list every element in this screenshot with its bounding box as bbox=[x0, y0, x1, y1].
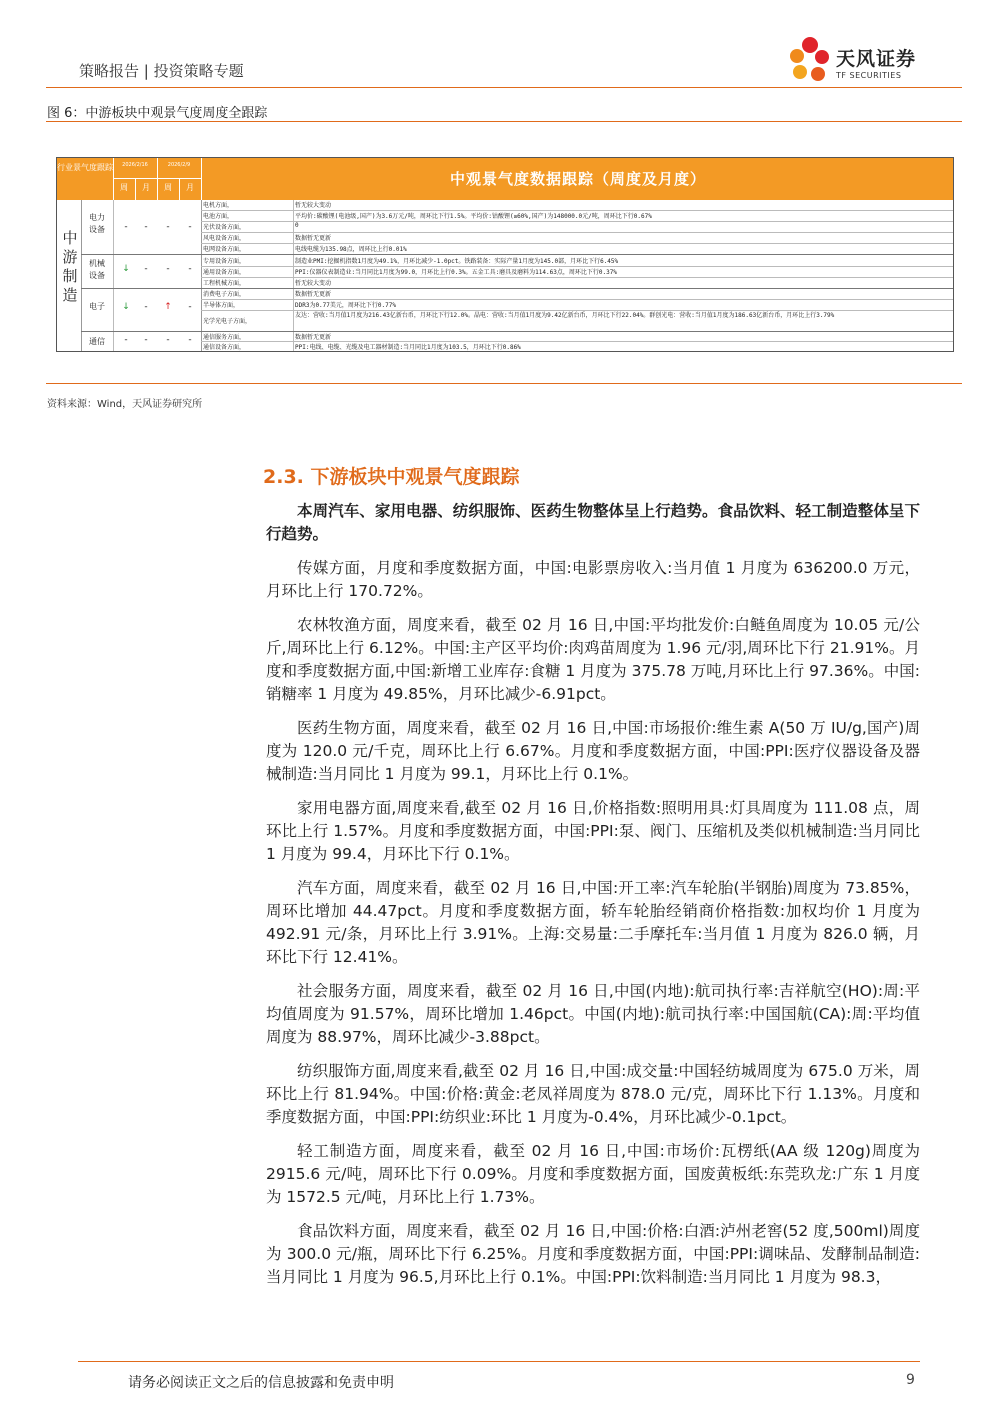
table-main-title: 中观景气度数据跟踪（周度及月度） bbox=[449, 170, 706, 188]
row-value: PPI:电线、电缆、光缆及电工器材制造:当月同比1月度为103.5，月环比下行0.86% bbox=[295, 344, 521, 351]
mark-week-1-down-icon: ↓ bbox=[122, 264, 130, 274]
row-category: 电网设备方面， bbox=[203, 246, 246, 253]
mark-month-1: - bbox=[144, 222, 148, 232]
row-category: 通信设备方面， bbox=[203, 344, 246, 351]
row-category: 风电设备方面， bbox=[203, 235, 246, 242]
mark-month-1: - bbox=[144, 335, 148, 345]
group-name: 电子 bbox=[89, 302, 105, 311]
company-logo bbox=[788, 34, 928, 86]
row-category: 半导体方面， bbox=[203, 302, 240, 309]
mark-week-2-up-icon: ↑ bbox=[164, 302, 172, 312]
row-value: 数据暂无更新 bbox=[295, 235, 332, 242]
paragraph-light-industry: 轻工制造方面，周度来看，截至 02 月 16 日,中国:市场价:瓦楞纸(AA 级 120g)周度为 2915.6 元/吨，周环比下行 0.09%。月度和季度数据方面，国废黄板纸:东莞玖龙:广东 1 月度为 1572.5 元/吨，月环比上行 1.73%。 bbox=[266, 1142, 920, 1206]
header-indicator: 行业景气度跟踪 bbox=[57, 163, 113, 172]
row-category: 通信服务方面， bbox=[203, 334, 246, 341]
row-value: 友达：营收:当月值1月度为216.43亿新台币，月环比下行12.0%。晶电：营收:当月值1月度为9.42亿新台币，月环比下行22.04%。群创光电：营收:当月值1月度为186.63亿新台币，月环比上行3.79% bbox=[295, 312, 835, 319]
mark-month-2: - bbox=[188, 264, 192, 274]
page-number: 9 bbox=[906, 1372, 915, 1388]
row-category: 电池方面， bbox=[203, 213, 234, 220]
header-month-2: 月 bbox=[186, 183, 194, 192]
paragraph-agriculture: 农林牧渔方面，周度来看，截至 02 月 16 日,中国:平均批发价:白鲢鱼周度为 10.05 元/公斤,周环比上行 6.12%。中国:主产区平均价:肉鸡苗周度为 1.96 元/羽,周环比下行 21.91%。月度和季度数据方面,中国:新增工业库存:食糖 1 月度为 375.78 万吨,月环比上行 97.36%。中国:销糖率 1 月度为 49.85%，月环比减少-6.91pct。 bbox=[266, 616, 920, 703]
row-value: 暂无较大变动 bbox=[295, 202, 332, 209]
logo-flower-icon bbox=[788, 34, 832, 84]
row-value: DDR3为0.77美元，周环比下行0.77% bbox=[295, 302, 396, 309]
mark-week-2: - bbox=[166, 222, 170, 232]
paragraph-social-services: 社会服务方面，周度来看，截至 02 月 16 日,中国(内地):航司执行率:吉祥航空(HO):周:平均值周度为 91.57%，周环比增加 1.46pct。中国(内地):航司执行率:中国国航(CA):周:平均值周度为 88.97%，周环比减少-3.88pct。 bbox=[266, 982, 920, 1046]
figure-bottom-divider bbox=[46, 383, 962, 384]
row-value: 平均价:碳酸锂(电池级,国产)为3.6万元/吨，周环比下行1.5%。平均价:钴酸锂(≥60%,国产)为148000.0元/吨，周环比下行0.67% bbox=[295, 213, 652, 220]
sector-label: 中游制造 bbox=[60, 230, 79, 306]
footer-divider bbox=[78, 1361, 920, 1362]
row-value: 0 bbox=[295, 222, 299, 229]
caption-divider bbox=[46, 121, 962, 122]
figure-source: 资料来源：Wind，天风证券研究所 bbox=[47, 399, 203, 410]
row-value: 数据暂无更新 bbox=[295, 291, 332, 298]
report-header-title: 策略报告 | 投资策略专题 bbox=[79, 62, 244, 80]
mark-week-2: - bbox=[166, 335, 170, 345]
group-machinery bbox=[81, 255, 201, 288]
paragraph-textiles: 纺织服饰方面,周度来看,截至 02 月 16 日,中国:成交量:中国轻纺城周度为 675.0 万米，周环比上行 81.94%。中国:价格:黄金:老凤祥周度为 878.0 元/克，周环比下行 1.13%。月度和季度数据方面，中国:PPI:纺织业:环比 1 月度为-0.4%，月环比减少-0.1pct。 bbox=[266, 1062, 920, 1126]
group-name: 电力设备 bbox=[89, 213, 105, 234]
header-week-2: 周 bbox=[164, 183, 172, 192]
group-name: 通信 bbox=[89, 337, 105, 346]
mark-month-2: - bbox=[188, 302, 192, 312]
row-category: 光学光电子方面， bbox=[203, 318, 252, 325]
row-category: 电机方面， bbox=[203, 202, 234, 209]
header-divider bbox=[46, 87, 962, 88]
mark-month-1: - bbox=[144, 264, 148, 274]
row-value: 制造业PMI:挖掘机指数1月度为49.1%，月环比减少-1.0pct。铁路装备：实际产量1月度为145.0部，月环比下行6.45% bbox=[295, 258, 619, 265]
row-value: 数据暂无更新 bbox=[295, 334, 332, 341]
header-month-1: 月 bbox=[142, 183, 150, 192]
paragraph-media: 传媒方面，月度和季度数据方面，中国:电影票房收入:当月值 1 月度为 636200.0 万元，月环比上行 170.72%。 bbox=[266, 559, 920, 600]
section-title: 2.3. 下游板块中观景气度跟踪 bbox=[263, 466, 520, 488]
group-power-equipment bbox=[81, 200, 201, 256]
table-header bbox=[57, 158, 953, 200]
row-category: 专用设备方面， bbox=[203, 258, 246, 265]
logo-text-cn: 天风证券 bbox=[836, 48, 917, 70]
row-category: 光伏设备方面， bbox=[203, 224, 246, 231]
summary-paragraph: 本周汽车、家用电器、纺织服饰、医药生物整体呈上行趋势。食品饮料、轻工制造整体呈下行趋势。 bbox=[266, 502, 920, 543]
row-category: 工程机械方面， bbox=[203, 280, 246, 287]
mark-week-1: - bbox=[124, 335, 128, 345]
row-value: PPI:仪器仪表制造业:当月同比1月度为99.0，月环比上行0.3%。五金工具:磨具及磨料为114.63点，周环比下行0.37% bbox=[295, 269, 617, 276]
group-electronics bbox=[81, 289, 201, 331]
paragraph-auto: 汽车方面，周度来看，截至 02 月 16 日,中国:开工率:汽车轮胎(半钢胎)周度为 73.85%，周环比增加 44.47pct。月度和季度数据方面，轿车轮胎经销商价格指数:加权均价 1 月度为 492.91 元/条，月环比上行 3.91%。上海:交易量:二手摩托车:当月值 1 月度为 826.0 辆，月环比下行 12.41%。 bbox=[266, 879, 920, 966]
footer-disclaimer: 请务必阅读正文之后的信息披露和免责申明 bbox=[128, 1375, 394, 1391]
paragraph-home-appliances: 家用电器方面,周度来看,截至 02 月 16 日,价格指数:照明用具:灯具周度为 111.08 点，周环比上行 1.57%。月度和季度数据方面，中国:PPI:泵、阀门、压缩机及类似机械制造:当月同比 1 月度为 99.4，月环比下行 0.1%。 bbox=[266, 799, 920, 863]
row-value: 暂无较大变动 bbox=[295, 280, 332, 287]
row-category: 通用设备方面， bbox=[203, 269, 246, 276]
header-week-1: 周 bbox=[120, 183, 128, 192]
mark-week-1-down-icon: ↓ bbox=[122, 302, 130, 312]
header-date-2: 2026/2/9 bbox=[167, 162, 191, 168]
sector-label-cell bbox=[57, 200, 82, 351]
mark-week-2: - bbox=[166, 264, 170, 274]
paragraph-pharma: 医药生物方面，周度来看，截至 02 月 16 日,中国:市场报价:维生素 A(50 万 IU/g,国产)周度为 120.0 元/千克，周环比上行 6.67%。月度和季度数据方面，中国:PPI:医疗仪器设备及器械制造:当月同比 1 月度为 99.1，月环比上行 0.1%。 bbox=[266, 719, 920, 783]
mark-month-1: - bbox=[144, 302, 148, 312]
mark-month-2: - bbox=[188, 335, 192, 345]
logo-text-en: TF SECURITIES bbox=[836, 71, 902, 80]
group-name: 机械设备 bbox=[89, 259, 105, 280]
section-body bbox=[266, 500, 920, 1300]
sector-tracking-table bbox=[56, 157, 954, 352]
header-date-1: 2026/2/16 bbox=[122, 162, 148, 168]
group-telecom bbox=[81, 332, 201, 351]
figure-caption: 图 6：中游板块中观景气度周度全跟踪 bbox=[47, 106, 268, 121]
row-category: 消费电子方面， bbox=[203, 291, 246, 298]
mark-week-1: - bbox=[124, 222, 128, 232]
row-value: 电线电缆为135.98点，周环比上行0.01% bbox=[295, 246, 407, 253]
paragraph-food-beverage: 食品饮料方面，周度来看，截至 02 月 16 日,中国:价格:白酒:泸州老窖(52 度,500ml)周度为 300.0 元/瓶，周环比下行 6.25%。月度和季度数据方面，中国:PPI:调味品、发酵制品制造:当月同比 1 月度为 96.5,月环比上行 0.1%。中国:PPI:饮料制造:当月同比 1 月度为 98.3， bbox=[266, 1222, 920, 1286]
mark-month-2: - bbox=[188, 222, 192, 232]
